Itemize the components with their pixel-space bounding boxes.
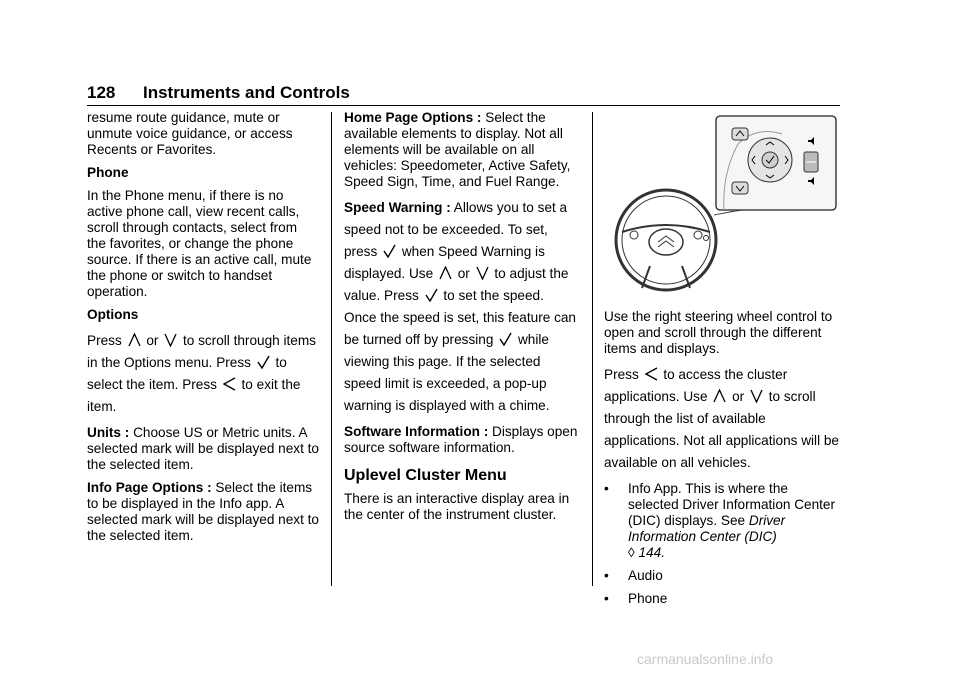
cross-reference-link[interactable]: Driver Information Center (DIC) <box>628 513 786 544</box>
paragraph: Software Information : Displays open source software information. <box>344 424 578 455</box>
bullet: • <box>604 568 609 583</box>
paragraph: Speed Warning : Allows you to set a speed not to be exceeded. To set, press when Speed Warning is displayed. Use or to adjust the value. Press to set the speed. Once the speed is set, this feature can be turned off by pressing while viewing this page. If the selected speed limit is exceeded, a pop-up warning is displayed with a chime. <box>344 200 576 413</box>
steering-wheel-illustration <box>606 114 838 294</box>
column-2 <box>344 110 580 530</box>
page-reference[interactable]: 144 <box>638 545 662 560</box>
column-3 <box>604 309 842 614</box>
up-arrow-icon <box>439 266 452 280</box>
checkmark-icon <box>425 288 438 302</box>
down-arrow-icon <box>476 266 489 280</box>
paragraph: In the Phone menu, if there is no active phone call, view recent calls, scroll through contacts, select from the favorites, or change the phone source. If there is an active call, mute the phone or switch to handset operation. <box>87 188 312 299</box>
page-header <box>87 82 840 106</box>
paragraph: Units : Choose US or Metric units. A selected mark will be displayed next to the selected item. <box>87 425 319 472</box>
checkmark-icon <box>383 244 396 258</box>
paragraph: resume route guidance, mute or unmute voice guidance, or access Recents or Favorites. <box>87 110 293 157</box>
page-ref-icon: ◊ <box>628 545 635 560</box>
paragraph: Home Page Options : Select the available elements to display. Not all elements will be available on all vehicles: Speedometer, Active Safety, Speed Sign, Time, and Fuel Range. <box>344 110 571 189</box>
column-divider <box>331 112 332 586</box>
down-arrow-icon <box>164 333 177 347</box>
cluster-menu-heading: Uplevel Cluster Menu <box>344 467 507 484</box>
page-number: 128 <box>87 83 116 102</box>
back-arrow-icon <box>645 367 658 381</box>
options-heading: Options <box>87 307 139 322</box>
bullet: • <box>604 481 609 496</box>
checkmark-icon <box>499 332 512 346</box>
list-item: • Info App. This is where the selected Driver Information Center (DIC) displays. See Driver Information Center (DIC) ◊ 144. <box>604 481 836 560</box>
checkmark-icon <box>257 355 270 369</box>
watermark: carmanualsonline.info <box>637 651 774 667</box>
list-item: • Phone <box>604 591 668 606</box>
column-divider <box>592 112 593 586</box>
list-item: • Audio <box>604 568 663 583</box>
column-1 <box>87 110 319 551</box>
up-arrow-icon <box>713 389 726 403</box>
paragraph: Info Page Options : Select the items to be displayed in the Info app. A selected mark will be displayed next to the selected item. <box>87 480 319 543</box>
section-title: Instruments and Controls <box>143 83 350 102</box>
paragraph: Press to access the cluster applications. Use or to scroll through the list of available applications. Not all applications will be available on all vehicles. <box>604 367 839 470</box>
paragraph: There is an interactive display area in the center of the instrument cluster. <box>344 491 570 522</box>
back-arrow-icon <box>223 377 236 391</box>
up-arrow-icon <box>128 333 141 347</box>
steering-wheel <box>616 190 716 290</box>
paragraph: Use the right steering wheel control to open and scroll through the different items and displays. <box>604 309 833 356</box>
phone-heading: Phone <box>87 165 129 180</box>
bullet: • <box>604 591 609 606</box>
down-arrow-icon <box>750 389 763 403</box>
paragraph: Press or to scroll through items in the Options menu. Press to select the item. Press to exit the item. <box>87 333 316 414</box>
